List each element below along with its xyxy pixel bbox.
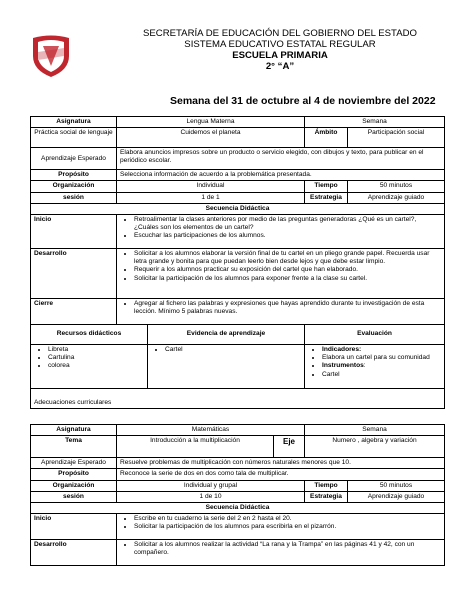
- semana-label: Semana: [305, 117, 445, 128]
- instrumento-item: • Cartel: [322, 371, 441, 379]
- inicio-list: [117, 514, 445, 540]
- indicadores-label: • Indicadores:: [322, 346, 441, 354]
- estrategia-value: Aprendizaje guiado: [348, 491, 445, 502]
- inicio-label: Inicio: [31, 514, 117, 540]
- instrumentos-item: • Instrumentos:: [322, 362, 441, 370]
- sesion-label: sesión: [31, 491, 117, 502]
- header-line-sistema: SISTEMA EDUCATIVO ESTATAL REGULAR: [184, 39, 376, 50]
- evaluacion-list: [305, 345, 445, 389]
- desarrollo-item: • Solicitar a los alumnos realizar la actividad “La rana y la Trampa” en las páginas 41 y 42, con un compañero.: [134, 541, 441, 557]
- recursos-list: [31, 345, 148, 389]
- estrategia-value: Aprendizaje guiado: [348, 192, 445, 203]
- organizacion-value: Individual: [117, 181, 305, 192]
- proposito-label: Propósito: [31, 469, 117, 480]
- recurso-item: • Cartulina: [48, 354, 144, 362]
- organizacion-value: Individual y grupal: [117, 480, 305, 491]
- aprendizaje-label: Aprendizaje Esperado: [31, 458, 117, 469]
- secuencia-heading: Secuencia Didáctica: [31, 503, 445, 514]
- aprendizaje-label: Aprendizaje Esperado: [31, 148, 117, 170]
- desarrollo-label: Desarrollo: [31, 249, 117, 299]
- tema-label: Tema: [31, 436, 117, 458]
- eje-value: Numero , algebra y variación: [305, 436, 445, 458]
- indicador-item: • Elabora un cartel para su comunidad: [322, 354, 441, 362]
- tema-value: Introducción a la multiplicación: [117, 436, 274, 458]
- evidencia-list: [148, 345, 305, 389]
- ambito-value: Participación social: [348, 128, 445, 148]
- asignatura-value: Lengua Materna: [117, 117, 305, 128]
- desarrollo-item: • Solicitar a los alumnos elaborar la versión final de tu cartel en un pliego grande papel. Recuerda usar letra grande y bonita para que puedan leerlo bien desde lejos y que debe estar limpio.: [134, 250, 441, 266]
- semana-label: Semana: [305, 425, 445, 436]
- desarrollo-list: [117, 249, 445, 299]
- proposito-value: Reconoce la serie de dos en dos como tala de multiplicar.: [117, 469, 445, 480]
- evidencia-item: • Cartel: [165, 346, 301, 354]
- recurso-item: • Libreta: [48, 346, 144, 354]
- aprendizaje-value: Elabora anuncios impresos sobre un producto o servicio elegido, con dibujos y texto, para publicar en el periódico escolar.: [117, 148, 445, 170]
- header-week: Semana del 31 de octubre al 4 de noviembre del 2022: [170, 95, 436, 107]
- desarrollo-item: • Solicitar la participación de los alumnos para exponer frente a la clase su cartel.: [134, 275, 441, 283]
- asignatura-label: Asignatura: [31, 425, 117, 436]
- instrumentos-label: Instrumentos: [322, 362, 364, 370]
- proposito-label: Propósito: [31, 170, 117, 181]
- recursos-heading: Recursos didácticos: [31, 325, 148, 345]
- sesion-value: 1 de 10: [117, 491, 305, 502]
- school-shield-logo: [30, 34, 72, 78]
- adecuaciones-label: Adecuaciones curriculares: [31, 389, 445, 409]
- estrategia-label: Estrategia: [305, 491, 348, 502]
- lesson-plan-lengua-materna: [30, 116, 445, 409]
- cierre-label: Cierre: [31, 299, 117, 325]
- evaluacion-heading: Evaluación: [305, 325, 445, 345]
- evidencia-heading: Evidencia de aprendizaje: [148, 325, 305, 345]
- inicio-item: • Escuchar las participaciones de los alumnos.: [134, 232, 441, 240]
- header-line-escuela: ESCUELA PRIMARIA: [232, 50, 328, 61]
- asignatura-value: Matemáticas: [117, 425, 305, 436]
- sesion-value: 1 de 1: [117, 192, 305, 203]
- lesson-plan-matematicas: [30, 424, 445, 566]
- aprendizaje-value: Resuelve problemas de multiplicación con números naturales menores que 10.: [117, 458, 445, 469]
- header-line-secretaria: SECRETARÍA DE EDUCACIÓN DEL GOBIERNO DEL ESTADO: [142, 28, 417, 39]
- asignatura-label: Asignatura: [31, 117, 117, 128]
- tiempo-label: Tiempo: [305, 181, 348, 192]
- secuencia-heading: Secuencia Didáctica: [31, 203, 445, 214]
- estrategia-label: Estrategia: [305, 192, 348, 203]
- cierre-item: • Agregar al fichero las palabras y expresiones que hayas aprendido durante tu investigación de esta lección. Mínimo 5 palabras nuevas.: [134, 300, 441, 316]
- desarrollo-label: Desarrollo: [31, 540, 117, 566]
- eje-label: Eje: [274, 436, 305, 458]
- inicio-item: • Escribe en tu cuaderno la serie del 2 en 2 hasta el 20.: [134, 515, 441, 523]
- desarrollo-list: [117, 540, 445, 566]
- cierre-list: [117, 299, 445, 325]
- inicio-label: Inicio: [31, 215, 117, 249]
- header-line-grupo: 2° “A”: [265, 61, 295, 72]
- proposito-value: Selecciona información de acuerdo a la problemática presentada.: [117, 170, 445, 181]
- organizacion-label: Organización: [31, 181, 117, 192]
- ambito-label: Ámbito: [305, 128, 348, 148]
- tiempo-value: 50 minutos: [348, 181, 445, 192]
- organizacion-label: Organización: [31, 480, 117, 491]
- sesion-label: sesión: [31, 192, 117, 203]
- desarrollo-item: • Requerir a los alumnos practicar su exposición del cartel que han elaborado.: [134, 266, 441, 274]
- recurso-item: • colorea: [48, 362, 144, 370]
- practica-label: Práctica social de lenguaje: [31, 128, 117, 148]
- inicio-list: [117, 215, 445, 249]
- tiempo-label: Tiempo: [305, 480, 348, 491]
- practica-value: Cuidemos el planeta: [117, 128, 305, 148]
- tiempo-value: 50 minutos: [348, 480, 445, 491]
- inicio-item: • Retroalimentar la clases anteriores por medio de las preguntas generadoras ¿Qué es un cartel?, ¿Cuáles son los elementos de un cartel?: [134, 216, 441, 232]
- inicio-item: • Solicitar la participación de los alumnos para escribirla en el pizarrón.: [134, 523, 441, 531]
- document-header: [0, 0, 474, 110]
